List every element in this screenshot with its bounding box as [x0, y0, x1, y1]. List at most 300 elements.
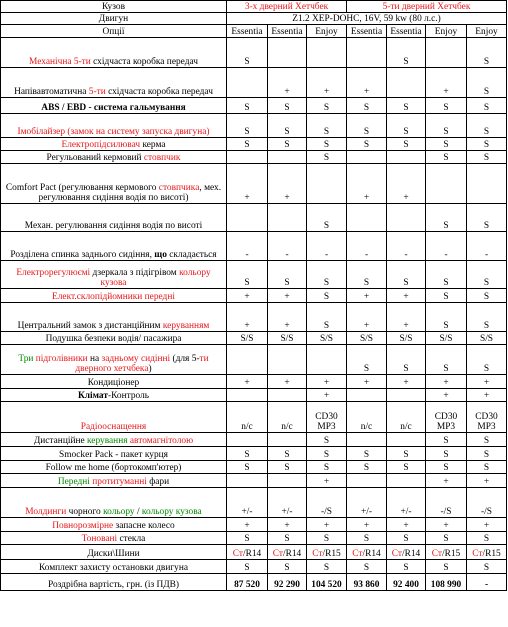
- text-segment: Ст: [391, 548, 402, 559]
- text-segment: Електропідсилювач: [61, 139, 141, 150]
- option-value: 93 860: [347, 574, 387, 591]
- option-label: [1, 38, 227, 68]
- text-segment: , мех. регулювання сидіння водія по висоті): [38, 182, 222, 203]
- text-segment: /R15: [442, 548, 461, 559]
- option-value: [227, 474, 268, 488]
- option-value: +: [347, 518, 387, 532]
- option-value: S: [426, 138, 467, 151]
- option-value: [268, 545, 307, 560]
- option-value: +: [307, 474, 347, 488]
- option-value: +: [307, 518, 347, 532]
- text-segment: /R15: [322, 548, 341, 559]
- option-value: S: [467, 38, 507, 68]
- option-row: [1, 474, 507, 488]
- option-value: +: [227, 518, 268, 532]
- option-value: S: [307, 114, 347, 138]
- option-value: S: [387, 447, 426, 461]
- option-value: CD30 MP3: [426, 402, 467, 433]
- option-value: [307, 545, 347, 560]
- option-value: +: [347, 375, 387, 389]
- text-segment: Follow me home (бортокомп'ютер): [45, 462, 182, 473]
- option-value: S: [387, 261, 426, 289]
- option-value: S: [227, 532, 268, 545]
- option-value: [387, 389, 426, 402]
- option-value: S: [387, 461, 426, 474]
- option-value: +: [426, 389, 467, 402]
- text-segment: чорного: [66, 506, 104, 517]
- option-value: S: [268, 114, 307, 138]
- text-segment: стекла: [117, 533, 146, 544]
- option-value: S: [307, 261, 347, 289]
- option-row: [1, 98, 507, 114]
- text-segment: протитуманні: [92, 476, 147, 487]
- option-value: +: [387, 289, 426, 303]
- option-value: S: [387, 532, 426, 545]
- text-segment: дверного хетчбека: [75, 363, 149, 374]
- option-value: S: [347, 560, 387, 574]
- text-segment: стовпчика: [158, 182, 200, 193]
- option-value: [347, 204, 387, 232]
- option-value: -/S: [426, 488, 467, 518]
- option-value: S: [227, 461, 268, 474]
- option-value: -: [426, 232, 467, 261]
- option-value: S: [426, 303, 467, 332]
- option-value: S: [227, 261, 268, 289]
- body-5door-header: 5-ти дверний Хетчбек: [347, 1, 507, 13]
- text-segment: Ст: [312, 548, 323, 559]
- option-value: S: [268, 461, 307, 474]
- text-segment: Ст: [472, 548, 483, 559]
- option-value: 92 400: [387, 574, 426, 591]
- text-segment: -Контроль: [108, 390, 150, 401]
- option-value: [347, 545, 387, 560]
- option-value: S: [426, 204, 467, 232]
- option-value: +: [227, 375, 268, 389]
- option-value: -: [467, 232, 507, 261]
- text-segment: Радіооснащення: [80, 421, 147, 432]
- option-value: [307, 164, 347, 204]
- option-value: CD30 MP3: [307, 402, 347, 433]
- text-segment: Передні: [57, 476, 90, 487]
- option-value: S: [426, 151, 467, 164]
- option-value: S: [227, 560, 268, 574]
- option-value: S: [467, 261, 507, 289]
- option-value: [268, 474, 307, 488]
- text-segment: керуванням: [162, 320, 210, 331]
- text-segment: Comfort Pact (регулювання кермового: [5, 182, 159, 193]
- text-segment: 5-ти: [88, 86, 106, 97]
- option-row: [1, 332, 507, 345]
- option-value: S: [347, 345, 387, 375]
- option-value: +: [387, 164, 426, 204]
- text-segment: стовпчик: [143, 152, 181, 163]
- option-value: +: [467, 474, 507, 488]
- option-value: S: [467, 532, 507, 545]
- option-value: +: [268, 164, 307, 204]
- text-segment: Подушка безпеки водія/ пасажира: [45, 333, 182, 344]
- option-value: [227, 545, 268, 560]
- option-value: +: [347, 164, 387, 204]
- option-value: [227, 389, 268, 402]
- option-value: -: [227, 232, 268, 261]
- option-value: [227, 345, 268, 375]
- option-row: [1, 232, 507, 261]
- text-segment: автомагнітолою: [129, 435, 194, 446]
- option-value: S: [227, 138, 268, 151]
- text-segment: /R14: [362, 548, 381, 559]
- text-segment: керування: [86, 435, 128, 446]
- text-segment: складається: [166, 249, 217, 260]
- option-value: 104 520: [307, 574, 347, 591]
- text-segment: Повнорозмірне: [52, 520, 114, 531]
- option-value: [268, 38, 307, 68]
- option-value: +: [307, 68, 347, 98]
- option-value: S: [227, 114, 268, 138]
- option-row: [1, 204, 507, 232]
- option-value: +: [426, 474, 467, 488]
- text-segment: Клімат: [77, 390, 108, 401]
- option-value: +: [227, 289, 268, 303]
- text-segment: Три: [18, 353, 34, 364]
- text-segment: східчаста коробка передач: [105, 86, 213, 97]
- option-row: [1, 345, 507, 375]
- option-value: +: [387, 518, 426, 532]
- option-value: n/c: [347, 402, 387, 433]
- option-value: S: [268, 560, 307, 574]
- option-value: +: [268, 518, 307, 532]
- option-value: [347, 151, 387, 164]
- option-value: +: [387, 375, 426, 389]
- text-segment: Диски\Шини: [87, 548, 140, 559]
- option-value: +: [426, 518, 467, 532]
- option-row: [1, 375, 507, 389]
- text-segment: ABS / EBD - система гальмування: [41, 102, 186, 113]
- option-value: S: [426, 289, 467, 303]
- option-row: [1, 138, 507, 151]
- text-segment: ): [148, 363, 152, 374]
- option-label: [1, 138, 227, 151]
- option-label: [1, 474, 227, 488]
- header-row-body: [1, 1, 507, 13]
- option-label: [1, 447, 227, 461]
- option-value: S: [307, 461, 347, 474]
- option-value: [268, 389, 307, 402]
- option-label: [1, 68, 227, 98]
- option-value: +/-: [227, 488, 268, 518]
- option-value: S: [347, 447, 387, 461]
- option-value: S: [227, 98, 268, 114]
- option-value: S: [268, 98, 307, 114]
- option-value: S: [467, 138, 507, 151]
- option-value: -: [268, 232, 307, 261]
- text-segment: дзеркала з підігрівом: [90, 267, 180, 278]
- option-label: [1, 98, 227, 114]
- option-value: -/S: [307, 488, 347, 518]
- option-value: [467, 164, 507, 204]
- option-row: [1, 545, 507, 560]
- option-label: [1, 375, 227, 389]
- text-segment: Тоновані: [81, 533, 118, 544]
- option-value: n/c: [387, 402, 426, 433]
- text-segment: Молдинги: [25, 506, 67, 517]
- option-label: [1, 532, 227, 545]
- text-segment: керма: [140, 139, 166, 150]
- option-value: S: [426, 433, 467, 447]
- option-value: +/-: [347, 488, 387, 518]
- option-value: S: [426, 345, 467, 375]
- option-value: S/S: [227, 332, 268, 345]
- option-value: S: [387, 114, 426, 138]
- text-segment: Ст: [352, 548, 363, 559]
- option-value: +: [467, 518, 507, 532]
- option-value: S: [387, 345, 426, 375]
- text-segment: Роздрібна вартість, грн. (із ПДВ): [47, 579, 180, 590]
- option-value: +: [426, 375, 467, 389]
- option-value: S: [307, 289, 347, 303]
- text-segment: східчаста коробка передач: [90, 56, 198, 67]
- option-value: +: [426, 68, 467, 98]
- trim-header-7: Enjoy: [467, 25, 507, 38]
- option-row: [1, 114, 507, 138]
- option-value: S: [387, 38, 426, 68]
- text-segment: Ст: [272, 548, 283, 559]
- option-value: [387, 545, 426, 560]
- option-value: S: [467, 447, 507, 461]
- option-label: [1, 151, 227, 164]
- text-segment: Ст: [232, 548, 243, 559]
- option-row: [1, 389, 507, 402]
- option-label: [1, 332, 227, 345]
- option-value: [426, 545, 467, 560]
- text-segment: Елект.склопідйомники передні: [52, 291, 175, 302]
- option-value: [347, 389, 387, 402]
- option-value: S: [426, 560, 467, 574]
- option-value: +: [268, 303, 307, 332]
- option-value: [387, 474, 426, 488]
- option-value: [268, 204, 307, 232]
- option-row: [1, 151, 507, 164]
- option-value: 87 520: [227, 574, 268, 591]
- option-value: S: [347, 114, 387, 138]
- option-value: [307, 345, 347, 375]
- options-label: Опції: [1, 25, 227, 38]
- option-value: [268, 433, 307, 447]
- option-value: [268, 345, 307, 375]
- option-value: S: [347, 98, 387, 114]
- option-row: [1, 433, 507, 447]
- option-value: +: [268, 375, 307, 389]
- option-row: [1, 518, 507, 532]
- option-value: CD30 MP3: [467, 402, 507, 433]
- option-value: S: [227, 447, 268, 461]
- option-value: S: [268, 261, 307, 289]
- option-value: S: [467, 345, 507, 375]
- option-value: S: [467, 68, 507, 98]
- option-value: S: [467, 151, 507, 164]
- option-value: S: [307, 447, 347, 461]
- option-row: [1, 68, 507, 98]
- text-segment: Розділена спинка заднього сидіння,: [10, 249, 155, 260]
- option-row: [1, 532, 507, 545]
- option-row: [1, 560, 507, 574]
- option-value: S: [307, 138, 347, 151]
- option-value: [227, 68, 268, 98]
- text-segment: Smocker Pack - пакет курця: [59, 449, 168, 460]
- body-type-label: Кузов: [1, 1, 227, 13]
- option-value: 108 990: [426, 574, 467, 591]
- option-value: [347, 433, 387, 447]
- text-segment: ти: [199, 353, 209, 364]
- text-segment: Ст: [431, 548, 442, 559]
- option-value: S: [426, 261, 467, 289]
- option-value: S: [307, 560, 347, 574]
- option-row: [1, 447, 507, 461]
- engine-label: Двигун: [1, 13, 227, 25]
- text-segment: кольору: [103, 506, 135, 517]
- option-value: +/-: [387, 488, 426, 518]
- option-value: S: [268, 532, 307, 545]
- text-segment: Механ. регулювання сидіння водія по висоті: [24, 220, 203, 231]
- option-value: S: [467, 461, 507, 474]
- trim-header-4: Essentia: [347, 25, 387, 38]
- option-label: [1, 303, 227, 332]
- option-value: S: [268, 447, 307, 461]
- option-value: [387, 151, 426, 164]
- option-row: [1, 289, 507, 303]
- option-label: [1, 114, 227, 138]
- option-row: [1, 38, 507, 68]
- option-value: S: [426, 98, 467, 114]
- trim-header-1: Essentia: [227, 25, 268, 38]
- option-value: S: [387, 98, 426, 114]
- option-row: [1, 402, 507, 433]
- option-value: -: [347, 232, 387, 261]
- trim-header-5: Essentia: [387, 25, 426, 38]
- option-value: [426, 164, 467, 204]
- text-segment: (для 5-: [170, 353, 200, 364]
- option-value: S/S: [426, 332, 467, 345]
- option-value: +: [268, 289, 307, 303]
- text-segment: задньому: [101, 353, 139, 364]
- option-label: [1, 461, 227, 474]
- text-segment: Регульований кермовий: [46, 152, 144, 163]
- option-label: [1, 560, 227, 574]
- option-value: -: [387, 232, 426, 261]
- text-segment: /R14: [402, 548, 421, 559]
- option-value: S: [347, 532, 387, 545]
- option-value: 92 290: [268, 574, 307, 591]
- option-value: S: [307, 303, 347, 332]
- option-value: n/c: [268, 402, 307, 433]
- option-value: S: [467, 98, 507, 114]
- text-segment: кольору кузова: [100, 267, 211, 288]
- option-label: [1, 574, 227, 591]
- text-segment: Центральний замок з дистанційним: [17, 320, 163, 331]
- option-row: [1, 488, 507, 518]
- option-label: [1, 232, 227, 261]
- text-segment: Механічна 5-ти: [29, 56, 91, 67]
- option-value: +/-: [268, 488, 307, 518]
- option-value: S/S: [268, 332, 307, 345]
- option-value: S: [307, 433, 347, 447]
- option-value: S: [387, 138, 426, 151]
- option-value: +: [387, 303, 426, 332]
- option-value: +: [347, 289, 387, 303]
- option-row: [1, 164, 507, 204]
- option-value: n/c: [227, 402, 268, 433]
- option-value: S: [426, 461, 467, 474]
- option-label: [1, 402, 227, 433]
- option-value: S: [347, 261, 387, 289]
- text-segment: що: [154, 249, 167, 260]
- text-segment: сидінні: [140, 353, 171, 364]
- option-value: +: [227, 164, 268, 204]
- option-value: -: [467, 574, 507, 591]
- option-value: -: [307, 232, 347, 261]
- option-value: S/S: [347, 332, 387, 345]
- option-label: [1, 488, 227, 518]
- text-segment: /R14: [283, 548, 302, 559]
- option-value: S: [467, 303, 507, 332]
- text-segment: Імобілайзер (замок на систему запуска двигуна): [17, 126, 210, 137]
- option-value: S: [307, 98, 347, 114]
- option-value: [307, 38, 347, 68]
- option-value: S: [467, 433, 507, 447]
- option-label: [1, 389, 227, 402]
- option-label: [1, 204, 227, 232]
- option-row: [1, 574, 507, 591]
- text-segment: кольору кузова: [141, 506, 202, 517]
- option-value: S: [307, 532, 347, 545]
- text-segment: Кондиціонер: [87, 377, 140, 388]
- option-value: [227, 204, 268, 232]
- option-label: [1, 345, 227, 375]
- header-row-trims: [1, 25, 507, 38]
- option-value: S: [307, 151, 347, 164]
- text-segment: Електрорегулюємі: [16, 267, 91, 278]
- body-3door-header: 3-х дверний Хетчбек: [227, 1, 347, 13]
- option-value: S/S: [387, 332, 426, 345]
- text-segment: /R14: [243, 548, 262, 559]
- option-value: S: [347, 461, 387, 474]
- option-value: S/S: [467, 332, 507, 345]
- option-value: [227, 433, 268, 447]
- header-row-engine: [1, 13, 507, 25]
- option-value: S: [307, 204, 347, 232]
- engine-value: Z1.2 XEP-DOHC, 16V, 59 kw (80 л.с.): [227, 13, 507, 25]
- option-value: [467, 545, 507, 560]
- option-value: [268, 151, 307, 164]
- option-value: [227, 151, 268, 164]
- text-segment: запасне колесо: [113, 520, 175, 531]
- option-value: [387, 68, 426, 98]
- option-value: +: [227, 303, 268, 332]
- option-row: [1, 461, 507, 474]
- trim-header-2: Essentia: [268, 25, 307, 38]
- option-value: +: [467, 389, 507, 402]
- option-value: +: [307, 375, 347, 389]
- text-segment: /R15: [482, 548, 501, 559]
- option-value: S: [467, 560, 507, 574]
- option-value: S: [227, 38, 268, 68]
- option-value: [347, 38, 387, 68]
- trim-header-3: Enjoy: [307, 25, 347, 38]
- option-value: S/S: [307, 332, 347, 345]
- option-label: [1, 545, 227, 560]
- text-segment: /: [134, 506, 142, 517]
- option-label: [1, 164, 227, 204]
- option-value: +: [347, 303, 387, 332]
